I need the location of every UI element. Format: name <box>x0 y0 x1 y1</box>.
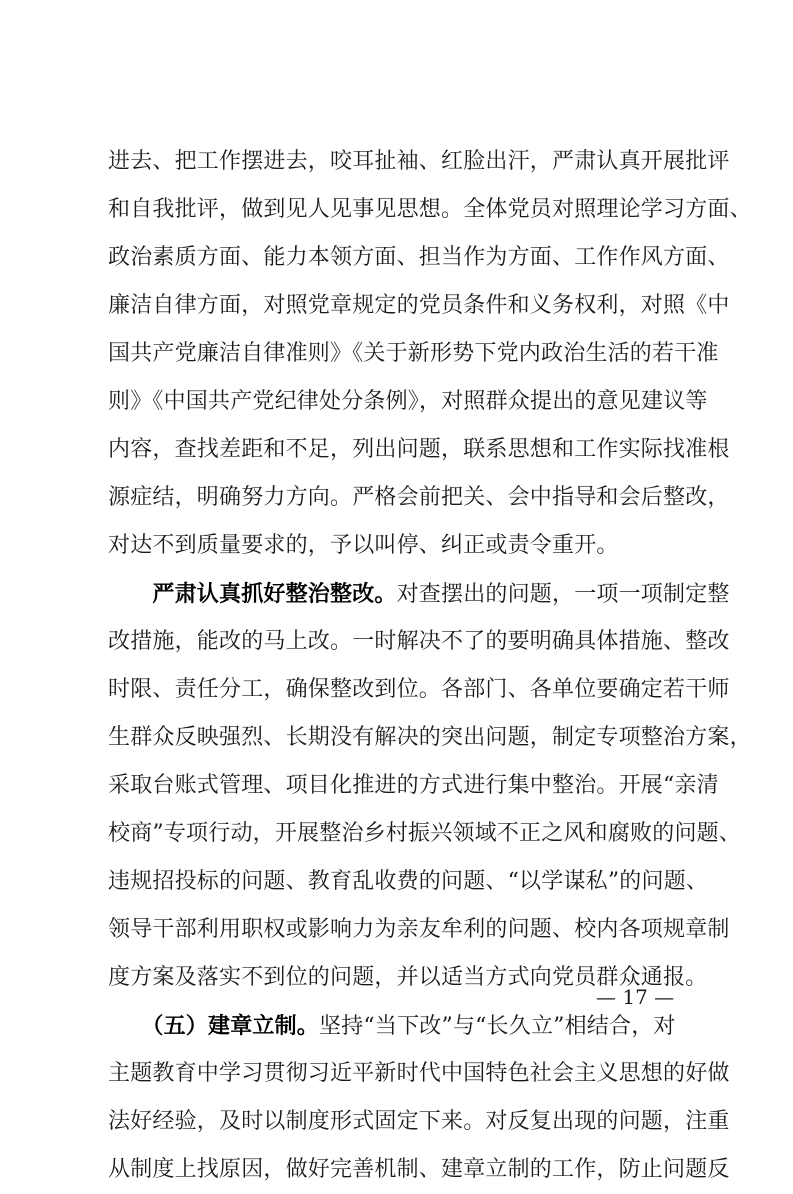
text-line: 进去、把工作摆进去，咬耳扯袖、红脸出汗，严肃认真开展批评 <box>108 149 730 174</box>
text-line: 政治素质方面、能力本领方面、担当作为方面、工作作风方面、 <box>108 245 730 270</box>
text-line: 从制度上找原因，做好完善机制、建章立制的工作，防止问题反 <box>108 1157 730 1182</box>
section-heading-line: （五）建章立制。坚持“当下改”与“长久立”相结合，对 <box>152 1013 676 1039</box>
text-line: 对达不到质量要求的，予以叫停、纠正或责令重开。 <box>108 533 619 558</box>
page-number: — 17 — <box>596 985 675 1009</box>
text-line: 领导干部利用职权或影响力为亲友牟利的问题、校内各项规章制 <box>108 917 730 942</box>
text-line: 国共产党廉洁自律准则》《关于新形势下党内政治生活的若干准 <box>108 341 719 366</box>
section-heading-line: 严肃认真抓好整治整改。对查摆出的问题，一项一项制定整 <box>152 581 730 607</box>
text-line: 违规招投标的问题、教育乱收费的问题、“以学谋私”的问题、 <box>108 869 709 894</box>
text-line: 则》《中国共产党纪律处分条例》，对照群众提出的意见建议等 <box>108 389 708 414</box>
text-line: 生群众反映强烈、长期没有解决的突出问题，制定专项整治方案， <box>108 725 752 750</box>
text-line: 校商”专项行动，开展整治乡村振兴领域不正之风和腐败的问题、 <box>108 821 742 846</box>
text-line: 度方案及落实不到位的问题，并以适当方式向党员群众通报。 <box>108 965 708 990</box>
text-line: 采取台账式管理、项目化推进的方式进行集中整治。开展“亲清 <box>108 773 719 798</box>
text-line: 主题教育中学习贯彻习近平新时代中国特色社会主义思想的好做 <box>108 1061 730 1086</box>
section-heading: 严肃认真抓好整治整改。 <box>152 581 397 607</box>
text-line: 源症结，明确努力方向。严格会前把关、会中指导和会后整改， <box>108 485 730 510</box>
text-line: 法好经验，及时以制度形式固定下来。对反复出现的问题，注重 <box>108 1109 730 1134</box>
section-heading: （五）建章立制。 <box>152 1013 320 1039</box>
text-line: 内容，查找差距和不足，列出问题，联系思想和工作实际找准根 <box>108 437 730 462</box>
text-line: 和自我批评，做到见人见事见思想。全体党员对照理论学习方面、 <box>108 197 752 222</box>
text-line: 廉洁自律方面，对照党章规定的党员条件和义务权利，对照《中 <box>108 293 730 318</box>
text-line: 时限、责任分工，确保整改到位。各部门、各单位要确定若干师 <box>108 677 730 702</box>
body-text <box>108 138 752 1194</box>
text-line: 改措施，能改的马上改。一时解决不了的要明确具体措施、整改 <box>108 629 730 654</box>
